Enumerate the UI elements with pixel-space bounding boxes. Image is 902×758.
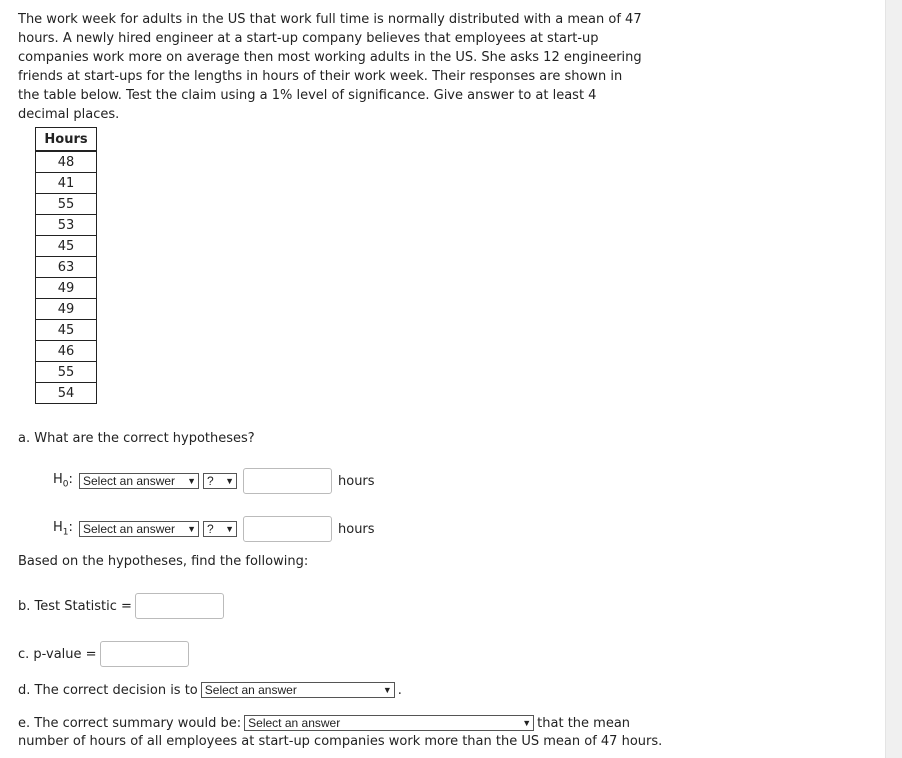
h1-label: $H_1$:: [53, 520, 73, 538]
hours-cell: 46: [36, 341, 97, 362]
h1-value-input[interactable]: [243, 516, 332, 542]
hours-cell: 45: [36, 236, 97, 257]
h1-parameter-select[interactable]: Select an answer ▼: [79, 521, 199, 537]
scroll-thumb[interactable]: [888, 0, 898, 758]
h0-operator-select[interactable]: ? ▼: [203, 473, 237, 489]
part-b-label: b. Test Statistic =: [18, 598, 132, 614]
part-e-row: [18, 715, 630, 731]
table-row: [36, 320, 97, 341]
table-row: [36, 194, 97, 215]
hours-column-header: Hours: [36, 128, 97, 152]
chevron-down-icon: ▼: [225, 524, 234, 534]
h0-parameter-select[interactable]: Select an answer ▼: [79, 473, 199, 489]
hours-cell: 49: [36, 299, 97, 320]
h0-value-input[interactable]: [243, 468, 332, 494]
h0-row: [53, 468, 375, 494]
chevron-down-icon: ▼: [187, 476, 196, 486]
table-row: [36, 383, 97, 404]
h0-label: $H_0$:: [53, 472, 73, 490]
chevron-down-icon: ▼: [522, 718, 532, 728]
part-e-suffix: that the mean: [537, 715, 631, 731]
hours-cell: 41: [36, 173, 97, 194]
h0-unit: hours: [338, 473, 375, 489]
test-statistic-input[interactable]: [135, 593, 224, 619]
hours-cell: 55: [36, 362, 97, 383]
part-c-row: [18, 641, 189, 667]
hours-cell: 63: [36, 257, 97, 278]
table-row: [36, 215, 97, 236]
table-row: [36, 236, 97, 257]
table-row: [36, 278, 97, 299]
h1-unit: hours: [338, 521, 375, 537]
h1-operator-select[interactable]: ? ▼: [203, 521, 237, 537]
hours-cell: 53: [36, 215, 97, 236]
table-row: [36, 299, 97, 320]
summary-select[interactable]: Select an answer ▼: [244, 715, 534, 731]
table-row: [36, 173, 97, 194]
part-d-suffix: .: [397, 682, 402, 698]
question-content: [18, 10, 878, 749]
part-c-label: c. p-value =: [18, 646, 97, 662]
chevron-down-icon: ▼: [225, 476, 234, 486]
h1-row: [53, 516, 375, 542]
part-d-prefix: d. The correct decision is to: [18, 682, 198, 698]
based-on-text: Based on the hypotheses, find the following:: [18, 554, 309, 569]
part-a-question: a. What are the correct hypotheses?: [18, 431, 255, 446]
part-d-row: [18, 682, 402, 698]
hours-table: [35, 127, 97, 404]
hours-cell: 48: [36, 151, 97, 173]
chevron-down-icon: ▼: [187, 524, 196, 534]
hours-cell: 49: [36, 278, 97, 299]
p-value-input[interactable]: [100, 641, 189, 667]
vertical-scrollbar[interactable]: [885, 0, 902, 758]
problem-statement: The work week for adults in the US that work full time is normally distributed with a mean of 47 hours. A newly hired engineer at a start-up company believes that employees at start-up companies work more on average then most working adults in the US. She asks 12 engineering friends at start-ups for the lengths in hours of their work week. Their responses are shown in the table below. Test the claim using a 1% level of significance. Give answer to at least 4 decimal places.: [18, 12, 642, 122]
part-b-row: [18, 593, 224, 619]
table-row: [36, 362, 97, 383]
hours-cell: 45: [36, 320, 97, 341]
table-row: [36, 341, 97, 362]
table-row: [36, 151, 97, 173]
hours-cell: 54: [36, 383, 97, 404]
part-e-line2: number of hours of all employees at start-up companies work more than the US mean of 47 hours.: [18, 734, 663, 749]
table-row: [36, 257, 97, 278]
part-e-prefix: e. The correct summary would be:: [18, 715, 242, 731]
hours-cell: 55: [36, 194, 97, 215]
chevron-down-icon: ▼: [382, 685, 392, 695]
decision-select[interactable]: Select an answer ▼: [201, 682, 395, 698]
